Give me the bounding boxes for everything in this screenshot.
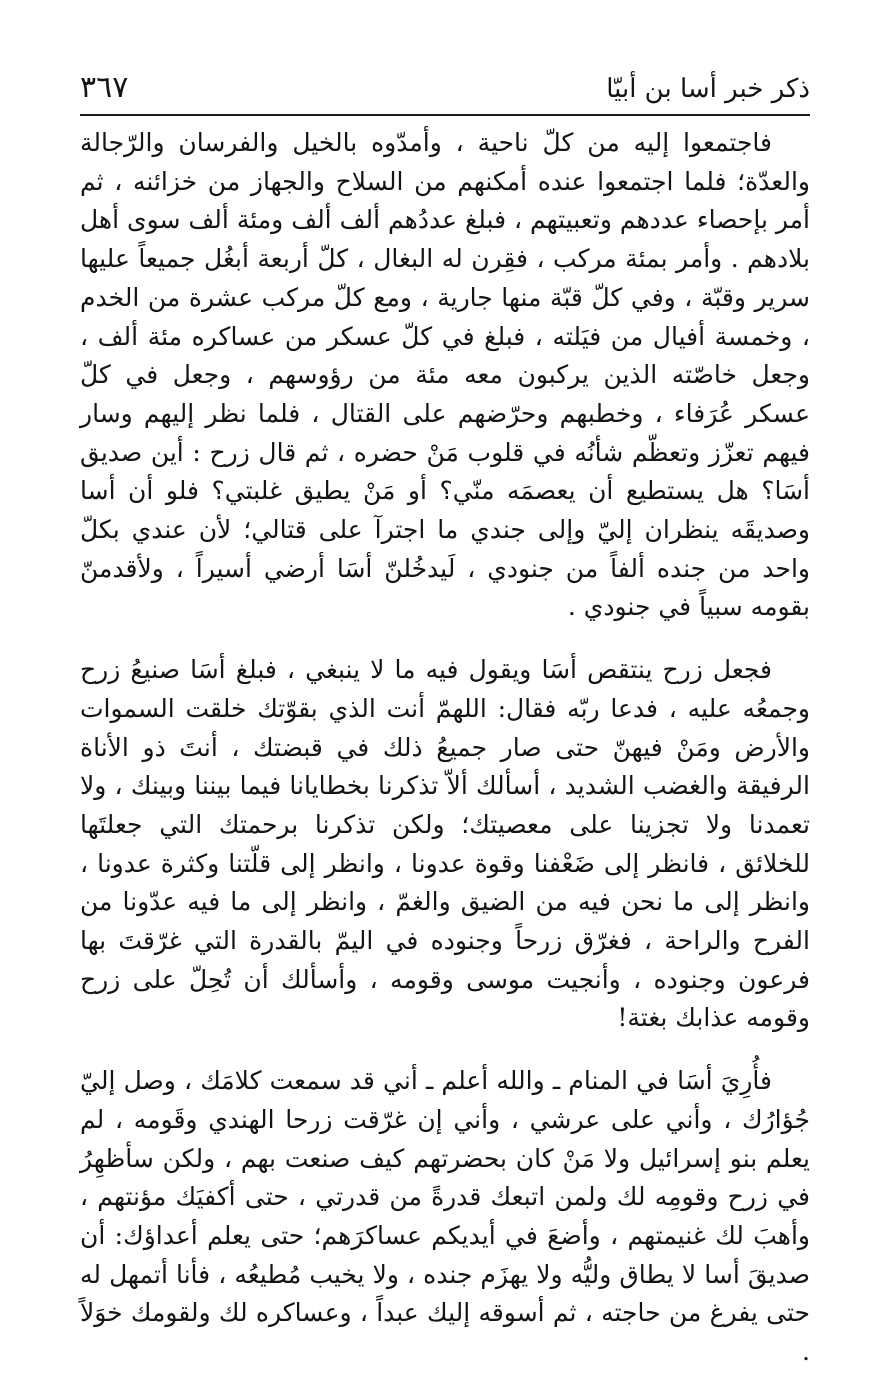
page-number: ٣٦٧ xyxy=(80,70,129,105)
running-title: ذكر خبر أسا بن أبيّا xyxy=(606,74,810,104)
page-header xyxy=(80,66,810,110)
header-rule xyxy=(80,114,810,116)
paragraph: فاجتمعوا إليه من كلّ ناحية ، وأمدّوه بالخيل والفرسان والرّجالة والعدّة؛ فلما اجتمعوا عنده أمكنهم من السلاح والجهاز من خزائنه ، ثم أمر بإحصاء عددهم وتعبيتهم ، فبلغ عددُهم ألف ألف ومئة ألف سوى أهل بلادهم . وأمر بمئة مركب ، فقِرن له البغال ، كلّ أربعة أبغُل جميعاً عليها سرير وقبّة ، وفي كلّ قبّة منها جارية ، ومع كلّ مركب عشرة من الخدم ، وخمسة أفيال من فيَلته ، فبلغ في كلّ عسكر من عساكره مئة ألف ، وجعل خاصّته الذين يركبون معه مئة من رؤوسهم ، وجعل في كلّ عسكر عُرَفاء ، وخطبهم وحرّضهم على القتال ، فلما نظر إليهم وسار فيهم تعزّز وتعظّم شأنُه في قلوب مَنْ حضره ، ثم قال زرح : أين صديق أسَا؟ هل يستطيع أن يعصمَه منّي؟ أو مَنْ يطيق غلبتي؟ فلو أن أسا وصديقَه ينظران إليّ وإلى جندي ما اجترآ على قتالي؛ لأن عندي بكلّ واحد من جنده ألفاً من جنودي ، لَيدخُلنّ أسَا أرضي أسيراً ، ولأقدمنّ بقومه سبياً في جنودي . xyxy=(80,128,810,622)
paragraph: فأُرِيَ أسَا في المنام ـ والله أعلم ـ أني قد سمعت كلامَك ، وصل إليّ جُؤارُك ، وأني على عرشي ، وأني إن غرّقت زرحا الهندي وقَومه ، لم يعلم بنو إسرائيل ولا مَنْ كان بحضرتهم كيف صنعت بهم ، ولكن سأظهِرُ في زرح وقومِه لك ولمن اتبعك قدرةً من قدرتي ، حتى أكفيَك مؤنتهم ، وأهبَ لك غنيمتهم ، وأضعَ في أيديكم عساكرَهم؛ حتى يعلم أعداؤك: أن صديقَ أسا لا يطاق وليُّه ولا يهزَم جنده ، ولا يخيب مُطيعُه ، فأنا أتمهل له حتى يفرغ من حاجته ، ثم أسوقه إليك عبداً ، وعساكره لك ولقومك خوَلاً . xyxy=(80,1066,810,1367)
paragraph: فجعل زرح ينتقص أسَا ويقول فيه ما لا ينبغي ، فبلغ أسَا صنيعُ زرح وجمعُه عليه ، فدعا ربّه فقال: اللهمّ أنت الذي بقوّتك خلقت السموات والأرض ومَنْ فيهنّ حتى صار جميعُ ذلك في قبضتك ، أنتَ ذو الأناة الرفيقة والغضب الشديد ، أسألك ألاّ تذكرنا بخطايانا فيما بيننا وبينك ، ولا تعمدنا ولا تجزينا على معصيتك؛ ولكن تذكرنا برحمتك التي جعلتَها للخلائق ، فانظر إلى ضَعْفنا وقوة عدونا ، وانظر إلى قلّتنا وكثرة عدونا ، وانظر إلى ما نحن فيه من الضيق والغمّ ، وانظر إلى ما فيه عدّونا من الفرح والراحة ، فغرّق زرحاً وجنوده في اليمّ بالقدرة التي غرّقتَ بها فرعون وجنوده ، وأنجيت موسى وقومه ، وأسألك أن تُحِلّ على زرح وقومه عذابك بغتة! xyxy=(80,655,810,1033)
body-text xyxy=(80,124,810,1372)
